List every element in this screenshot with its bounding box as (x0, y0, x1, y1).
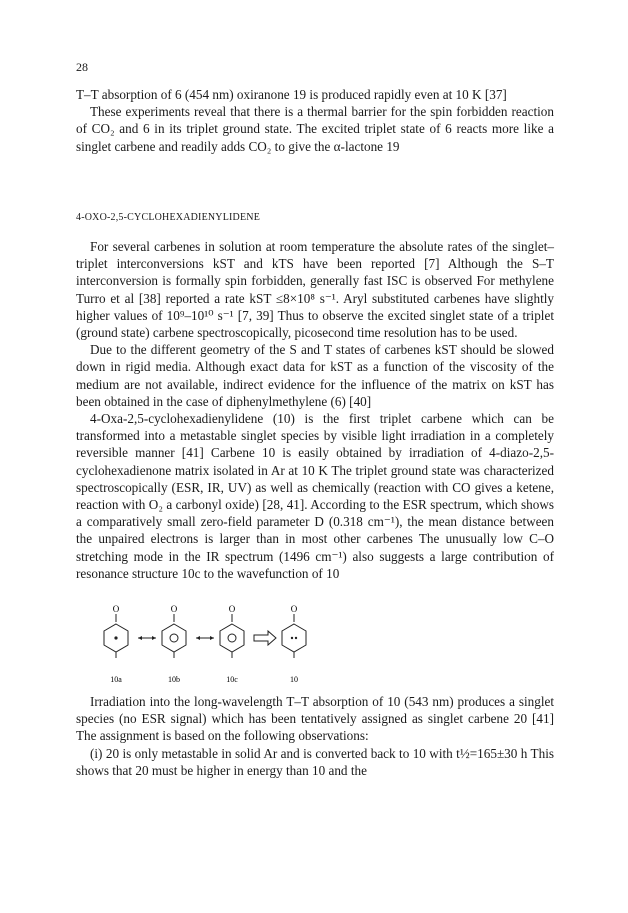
text-block-top (76, 86, 554, 155)
oxygen-label: O (290, 604, 298, 614)
paragraph: Irradiation into the long-wavelength T–T absorption of 10 (543 nm) produces a singlet species (no ESR signal) which has been tentatively assigned as singlet carbene 20 [41] The assignment is based on the following observations: (76, 694, 554, 744)
structure-10a (104, 604, 128, 684)
text-block-bottom (76, 693, 554, 779)
paragraph: (i) 20 is only metastable in solid Ar and is converted back to 10 with t½=165±30 h This shows that 20 must be higher in energy than 10 and the (76, 745, 554, 778)
oxygen-label: O (228, 604, 236, 614)
structure-10b (162, 604, 186, 684)
paragraph: T–T absorption of 6 (454 nm) oxiranone 19 is produced rapidly even at 10 K [37] (76, 87, 507, 102)
paragraph: 4-Oxa-2,5-cyclohexadienylidene (10) is the first triplet carbene which can be transformed into a metastable singlet species by visible light irradiation in a completely reversible manner [41] Carbene 10 is easily obtained by irradiation of 4-diazo-2,5-cyclohexadienone matrix isolated in Ar at 10 K The triplet ground state was characterized spectroscopically (ESR, IR, UV) as well as chemically (reaction with CO gives a ketene, reaction with O₂ a carbonyl oxide) [28, 41]. According to the ESR spectrum, which shows a comparatively small zero-field parameter D (0.318 cm⁻¹), the mean distance between the unpaired electrons is larger than in most other carbenes The unusually low C–O stretching mode in the IR spectrum (1496 cm⁻¹) also suggests a large contribution of resonance structure 10c to the wavefunction of 10 (76, 411, 554, 581)
text-block-middle (76, 238, 554, 582)
paragraph: Due to the different geometry of the S and T states of carbenes kST should be slowed down in rigid media. Although exact data for kST as a function of the viscosity of the medium are not available, indirect evidence for the influence of the matrix on kST has been obtained in the case of diphenylmethylene (6) [40] (76, 342, 554, 409)
page-number: 28 (76, 60, 88, 74)
structure-label: 10a (110, 675, 122, 684)
section-heading: 4-OXO-2,5-CYCLOHEXADIENYLIDENE (76, 212, 261, 223)
resonance-structures-diagram (96, 600, 336, 695)
paragraph: For several carbenes in solution at room temperature the absolute rates of the singlet–triplet interconversions kST and kTS have been reported [7] Although the S–T interconversion is formally spin forbidden, generally fast ISC is observed For methylene Turro et al [38] reported a rate kST ≤8×10⁸ s⁻¹. Aryl substituted carbenes have slightly higher values of 10⁹–10¹⁰ s⁻¹ [7, 39] Thus to observe the excited singlet state of a triplet (ground state) carbene spectroscopically, picosecond time resolution has to be used. (76, 239, 554, 341)
structure-label: 10 (290, 675, 298, 684)
oxygen-label: O (170, 604, 178, 614)
structure-10 (282, 604, 306, 684)
paragraph: These experiments reveal that there is a thermal barrier for the spin forbidden reaction of CO₂ and 6 in its triplet ground state. The excited triplet state of 6 reacts more like a singlet carbene and readily adds CO₂ to give the α-lactone 19 (76, 104, 554, 154)
oxygen-label: O (112, 604, 120, 614)
structure-label: 10b (168, 675, 180, 684)
structure-10c (220, 604, 244, 684)
structure-label: 10c (226, 675, 238, 684)
